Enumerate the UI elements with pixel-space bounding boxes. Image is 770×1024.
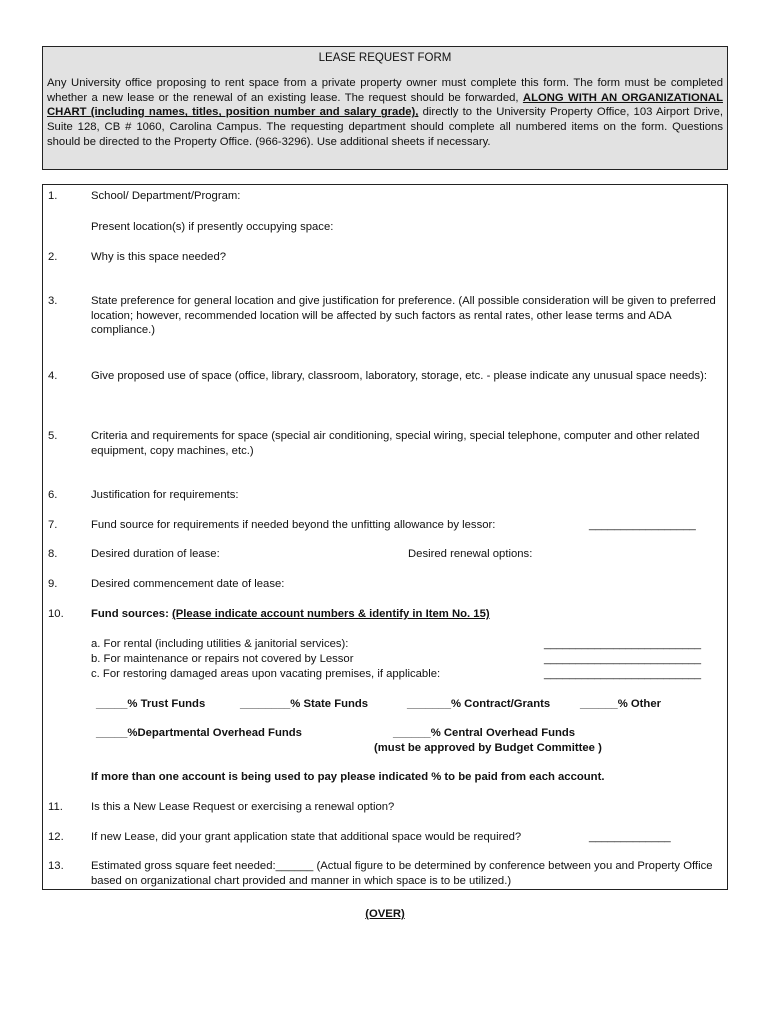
item-number: 7. bbox=[48, 519, 58, 531]
form-title: LEASE REQUEST FORM bbox=[318, 52, 452, 64]
item-10b-blank[interactable]: _________________________ bbox=[544, 653, 702, 665]
item-10c-text: c. For restoring damaged areas upon vacating premises, if applicable: bbox=[91, 668, 441, 680]
item-7-blank[interactable]: _________________ bbox=[589, 519, 696, 531]
contract-grants-field[interactable]: _______% Contract/Grants bbox=[407, 698, 551, 710]
form-header-box bbox=[42, 46, 728, 170]
state-funds-field[interactable]: ________% State Funds bbox=[240, 698, 369, 710]
item-1-text[interactable]: School/ Department/Program: bbox=[91, 190, 241, 202]
form-items-box bbox=[42, 184, 728, 890]
item-8-text[interactable]: Desired duration of lease: bbox=[91, 548, 220, 560]
item-number: 3. bbox=[48, 295, 58, 307]
budget-committee-note: (must be approved by Budget Committee ) bbox=[374, 742, 602, 754]
item-number: 2. bbox=[48, 251, 58, 263]
item-2-text[interactable]: Why is this space needed? bbox=[91, 251, 227, 263]
item-3 bbox=[43, 294, 723, 342]
item-6-text[interactable]: Justification for requirements: bbox=[91, 489, 239, 501]
fund-sources-label: Fund sources: bbox=[91, 608, 172, 620]
instructions-text-2: directly to the University Property Office, 103 Airport Drive, Suite 128, CB # 1060, Carolina Campus. The requesting department should complete all numbered items on the form. Questions should be directed to the Property Office. (966-3296). Use additional sheets if necessary. bbox=[47, 106, 723, 148]
item-4-text[interactable]: Give proposed use of space (office, library, classroom, laboratory, storage, etc. - please indicate any unusual space needs): bbox=[91, 370, 708, 382]
item-7-text: Fund source for requirements if needed beyond the unfitting allowance by lessor: bbox=[91, 519, 496, 531]
item-number: 11. bbox=[48, 801, 63, 813]
item-8-renewal-options[interactable]: Desired renewal options: bbox=[408, 548, 533, 560]
item-number: 5. bbox=[48, 430, 58, 442]
item-number: 13. bbox=[48, 860, 64, 872]
item-5 bbox=[43, 429, 723, 461]
item-10a-text: a. For rental (including utilities & janitorial services): bbox=[91, 638, 349, 650]
item-number: 10. bbox=[48, 608, 64, 620]
instructions-text-1: Any University office proposing to rent space from a private property owner must complete this form. The form must be completed whether a new lease or the renewal of an existing lease. The request should be forwarded, bbox=[47, 76, 723, 104]
item-13-text[interactable]: Estimated gross square feet needed:______ (Actual figure to be determined by conference between you and Property Office based on organizational chart provided and manner in which space is to be utilized.) bbox=[91, 860, 713, 887]
item-number: 4. bbox=[48, 370, 58, 382]
other-funds-field[interactable]: ______% Other bbox=[580, 698, 662, 710]
item-number: 6. bbox=[48, 489, 58, 501]
item-13 bbox=[43, 859, 723, 891]
item-number: 8. bbox=[48, 548, 58, 560]
item-9-text[interactable]: Desired commencement date of lease: bbox=[91, 578, 285, 590]
item-1-present-location[interactable]: Present location(s) if presently occupying space: bbox=[91, 221, 334, 233]
item-4 bbox=[43, 369, 723, 401]
instructions-emphasis: ALONG WITH AN ORGANIZATIONAL CHART (including names, titles, position number and salary grade), bbox=[47, 91, 723, 119]
item-10b-text: b. For maintenance or repairs not covered by Lessor bbox=[91, 653, 354, 665]
item-number: 1. bbox=[48, 190, 58, 202]
multi-account-note: If more than one account is being used to pay please indicated % to be paid from each account. bbox=[91, 771, 605, 783]
item-10c-blank[interactable]: _________________________ bbox=[544, 668, 702, 680]
over-indicator: (OVER) bbox=[365, 908, 405, 920]
item-number: 9. bbox=[48, 578, 58, 590]
item-11-text[interactable]: Is this a New Lease Request or exercising a renewal option? bbox=[91, 801, 395, 813]
item-5-text[interactable]: Criteria and requirements for space (special air conditioning, special wiring, special telephone, computer and other related equipment, copy machines, etc.) bbox=[91, 430, 700, 457]
departmental-overhead-field[interactable]: _____%Departmental Overhead Funds bbox=[96, 727, 302, 739]
fund-sources-note: (Please indicate account numbers & identify in Item No. 15) bbox=[171, 608, 490, 620]
item-3-text[interactable]: State preference for general location and give justification for preference. (All possible consideration will be given to preferred location; however, recommended location will be affected by such factors as rental rates, other lease terms and ADA compliance.) bbox=[91, 295, 716, 337]
central-overhead-field[interactable]: ______% Central Overhead Funds bbox=[393, 727, 576, 739]
form-instructions bbox=[47, 76, 723, 149]
item-12-text: If new Lease, did your grant application state that additional space would be required? bbox=[91, 831, 522, 843]
item-12-blank[interactable]: _____________ bbox=[589, 831, 671, 843]
item-10-text bbox=[91, 607, 490, 622]
item-10a-blank[interactable]: _________________________ bbox=[544, 638, 702, 650]
trust-funds-field[interactable]: _____% Trust Funds bbox=[96, 698, 206, 710]
item-number: 12. bbox=[48, 831, 64, 843]
